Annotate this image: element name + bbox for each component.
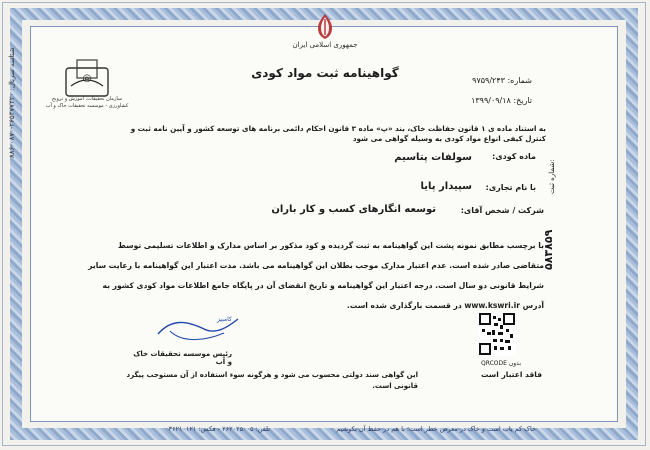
certificate-number: شماره: ۹۷۵۹/۲۴۳ (472, 76, 532, 85)
signatory-title: رئیس موسسه تحقیقات خاک و آب (133, 350, 232, 366)
certificate-title: گواهینامه ثبت مواد کودی (251, 66, 399, 80)
svg-text:◎: ◎ (82, 73, 92, 84)
trade-name-value: سپیدار پایا (420, 181, 472, 192)
fertilizer-value: سولفات پتاسیم (394, 152, 472, 163)
fertilizer-label: ماده کودی: (492, 152, 536, 161)
trade-name-label: با نام تجاری: (485, 183, 536, 192)
certificate-body: با برچسب مطابق نمونه پشت این گواهینامه به ثبت گردیده و کود مذکور بر اساس مدارک و اطلاعات تسلیمی توسط متقاضی صادر شده است. عدم اعتبار مدارک موجب بطلان این گواهینامه می باشد. مدت اعتبار این گواهینامه با رعایت سایر شرایط قانونی دو سال است. درجه اعتبار این گواهینامه و تاریخ انقضای آن در پایگاه جامع اطلاعات مواد کودی کشور به آدرس www.kswri.ir در قسمت بارگذاری شده است. (88, 241, 544, 310)
company-label: شرکت / شخص آقای: (460, 206, 544, 215)
legal-note: این گواهی سند دولتی محسوب می شود و هرگونه سوء استفاده از آن مستوجب پیگرد قانونی است. (126, 371, 418, 390)
intro-paragraph: به استناد ماده ی ۱ قانون حفاظت خاک، بند «پ» ماده ۳ قانون احکام دائمی برنامه های توسعه کشور و آیین نامه ثبت و کنترل کیفی انواع مواد کودی به وسیله گواهی می شود (130, 124, 546, 143)
contact-info: تلفن: ۲۶۲۰۲۵۰۰۵ - فکس: ۳۶۲۱۰۱۲۱ (168, 425, 270, 433)
left-serial-number: شناسه سریال: ۲۶۵۴۷۷۴۲۰-۰۸۷۰-۸۸۶ (8, 47, 16, 158)
qr-label-text: QRCODE (481, 360, 507, 367)
iran-emblem-icon (312, 12, 338, 42)
institute-logo-text: سازمان تحقیقات، آموزش و ترویج کشاورزی - موسسه تحقیقات خاک و آب (45, 96, 129, 109)
registration-number: ۵۸۳۸۵۹ (542, 229, 555, 270)
certificate-date: تاریخ: ۱۳۹۹/۰۹/۱۸ (471, 96, 532, 105)
issuer-text: جمهوری اسلامی ایران (292, 41, 358, 49)
validity-status: فاقد اعتبار است (480, 370, 542, 379)
signature-name: کامبیز (217, 316, 232, 323)
qr-label (468, 360, 534, 367)
footer-slogan: خاک کم یاب است و خاک در معرض خطر است؛ با هم در حفظ آن بکوشیم (336, 425, 536, 433)
qr-label-prefix: بدون (508, 360, 521, 367)
registration-label: شماره ثبت: (548, 159, 556, 194)
signature (152, 313, 244, 347)
company-value: توسعه انگارهای کسب و کار باران (271, 204, 436, 215)
qr-code-icon (478, 312, 516, 356)
